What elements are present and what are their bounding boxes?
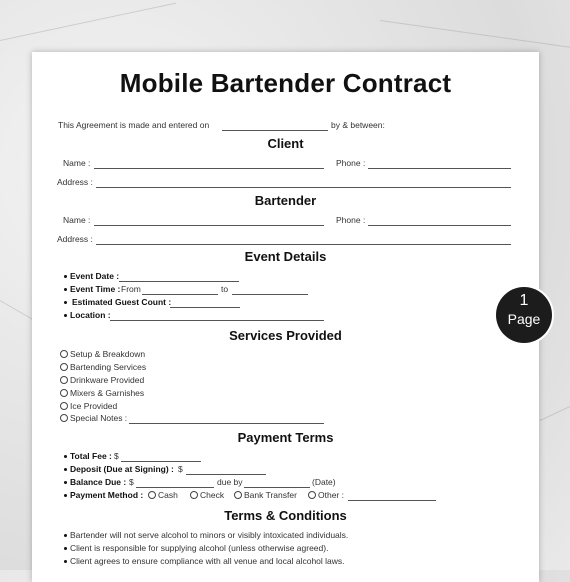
client-heading: Client <box>267 136 304 151</box>
bullet <box>64 275 67 278</box>
service-checkbox[interactable] <box>60 363 68 371</box>
balance-due-date-field[interactable] <box>244 487 310 488</box>
marble-vein <box>380 20 570 49</box>
bartender-name-field[interactable] <box>94 225 324 226</box>
payment-method-bank-transfer[interactable]: Bank Transfer <box>234 490 297 500</box>
bullet <box>64 468 67 471</box>
event-date-field[interactable] <box>119 281 239 282</box>
service-checkbox[interactable] <box>60 350 68 358</box>
event-details-heading: Event Details <box>244 249 327 264</box>
balance-due-field[interactable] <box>136 487 214 488</box>
service-checkbox[interactable] <box>60 389 68 397</box>
radio-icon <box>148 491 156 499</box>
bartender-address-field[interactable] <box>96 244 511 245</box>
client-phone-label: Phone : <box>336 158 366 168</box>
event-date-label: Event Date : <box>70 271 120 281</box>
payment-method-check[interactable]: Check <box>190 490 224 500</box>
event-time-from: From <box>121 284 141 294</box>
page-count-label: Page <box>507 311 541 327</box>
special-notes-field[interactable] <box>129 423 324 424</box>
balance-due-label: Balance Due : <box>70 477 127 487</box>
location-field[interactable] <box>110 320 324 321</box>
client-address-field[interactable] <box>96 187 511 188</box>
bullet <box>64 560 67 563</box>
document-title: Mobile Bartender Contract <box>119 68 452 98</box>
services-heading: Services Provided <box>229 328 342 343</box>
contract-page <box>32 52 539 582</box>
radio-icon <box>190 491 198 499</box>
bullet <box>64 455 67 458</box>
currency-symbol: $ <box>178 464 183 474</box>
payment-method-other[interactable]: Other : <box>308 490 344 500</box>
page-count-badge <box>496 287 552 343</box>
deposit-label: Deposit (Due at Signing) : <box>70 464 174 474</box>
payment-method-cash[interactable]: Cash <box>148 490 178 500</box>
bartender-address-label: Address : <box>57 234 93 244</box>
bullet <box>64 314 67 317</box>
radio-icon <box>234 491 242 499</box>
event-time-label: Event Time : <box>70 284 121 294</box>
terms-item: Bartender will not serve alcohol to minors or visibly intoxicated individuals. <box>70 530 349 540</box>
radio-icon <box>308 491 316 499</box>
event-time-to-field[interactable] <box>232 294 308 295</box>
bullet <box>64 481 67 484</box>
location-label: Location : <box>70 310 111 320</box>
service-item: Bartending Services <box>70 362 147 372</box>
payment-method-other-field[interactable] <box>348 500 436 501</box>
terms-heading: Terms & Conditions <box>224 508 347 523</box>
agreement-date-field[interactable] <box>222 130 328 131</box>
payment-heading: Payment Terms <box>237 430 334 445</box>
service-checkbox[interactable] <box>60 414 68 422</box>
page-count-number: 1 <box>519 292 529 309</box>
service-item: Ice Provided <box>70 401 118 411</box>
service-item: Drinkware Provided <box>70 375 145 385</box>
bullet <box>64 547 67 550</box>
marble-vein <box>0 300 35 321</box>
client-name-label: Name : <box>63 158 91 168</box>
bartender-phone-label: Phone : <box>336 215 366 225</box>
bartender-name-label: Name : <box>63 215 91 225</box>
bullet <box>64 301 67 304</box>
event-time-to: to <box>221 284 229 294</box>
service-checkbox[interactable] <box>60 402 68 410</box>
service-item: Setup & Breakdown <box>70 349 146 359</box>
terms-item: Client is responsible for supplying alcohol (unless otherwise agreed). <box>70 543 329 553</box>
total-fee-label: Total Fee : <box>70 451 112 461</box>
event-time-from-field[interactable] <box>142 294 218 295</box>
client-name-field[interactable] <box>94 168 324 169</box>
total-fee-field[interactable] <box>121 461 201 462</box>
marble-vein <box>540 403 570 421</box>
bartender-phone-field[interactable] <box>368 225 511 226</box>
intro-text: This Agreement is made and entered on <box>58 120 210 130</box>
payment-method-label: Payment Method : <box>70 490 144 500</box>
guest-count-field[interactable] <box>170 307 240 308</box>
client-address-label: Address : <box>57 177 93 187</box>
bartender-heading: Bartender <box>254 193 317 208</box>
marble-vein <box>0 3 176 41</box>
bullet <box>64 534 67 537</box>
client-phone-field[interactable] <box>368 168 511 169</box>
service-item: Special Notes : <box>70 413 128 423</box>
guest-count-label: Estimated Guest Count : <box>72 297 172 307</box>
service-checkbox[interactable] <box>60 376 68 384</box>
intro-suffix: by & between: <box>331 120 385 130</box>
due-by-text: due by <box>217 477 243 487</box>
deposit-field[interactable] <box>186 474 266 475</box>
date-hint: (Date) <box>312 477 336 487</box>
bullet <box>64 494 67 497</box>
currency-symbol: $ <box>129 477 134 487</box>
currency-symbol: $ <box>114 451 119 461</box>
bullet <box>64 288 67 291</box>
service-item: Mixers & Garnishes <box>70 388 145 398</box>
terms-item: Client agrees to ensure compliance with all venue and local alcohol laws. <box>70 556 345 566</box>
